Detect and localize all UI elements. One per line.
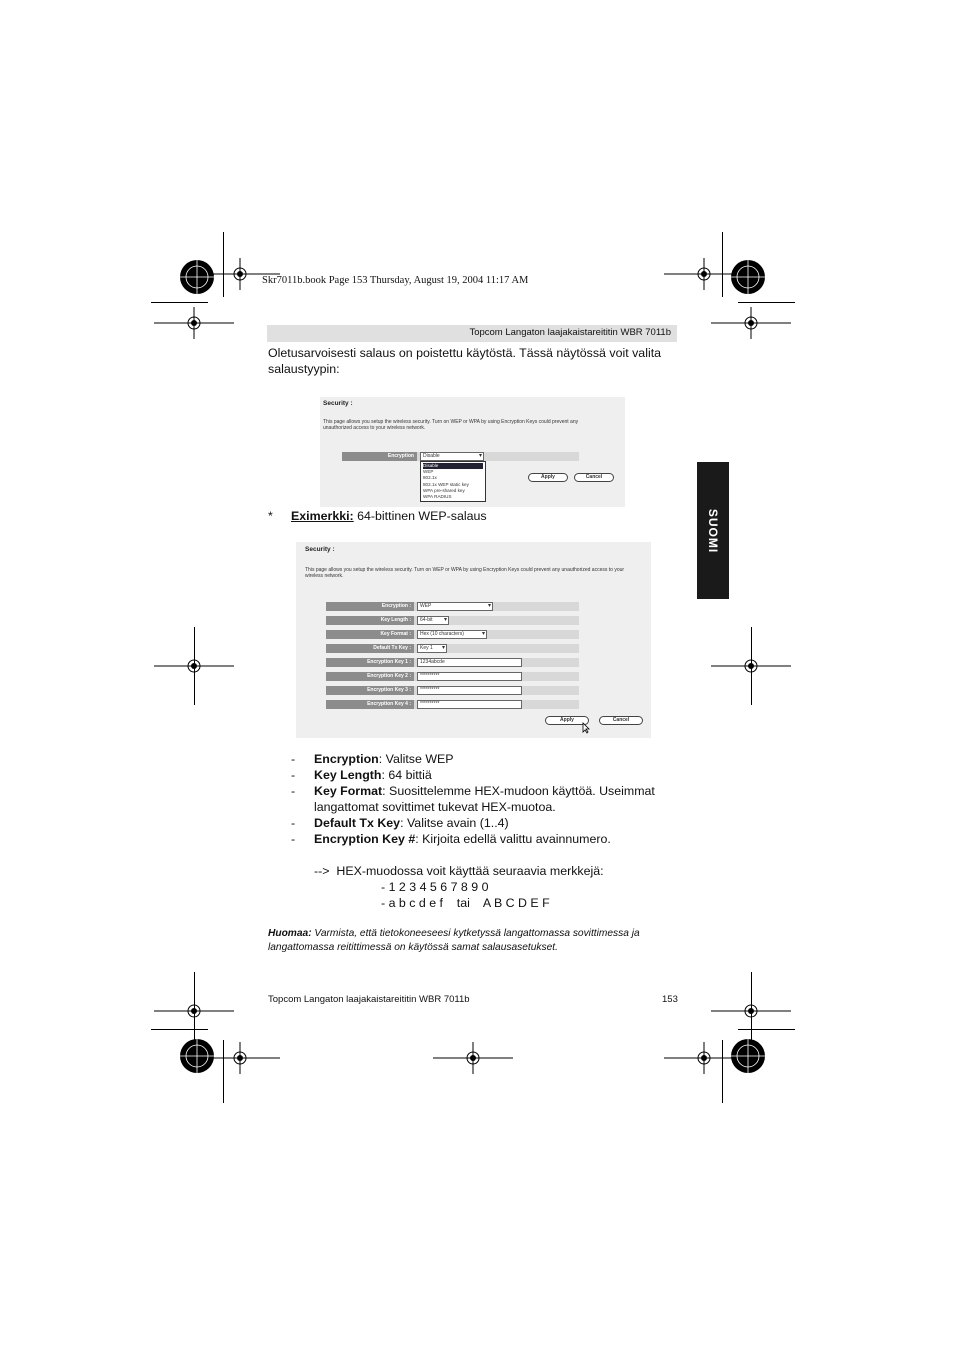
intro-paragraph: Oletusarvoisesti salaus on poistettu käytöstä. Tässä näytössä voit valita salaustyypin:	[268, 346, 662, 376]
note-label: Huomaa:	[268, 928, 312, 939]
item-term: Key Format	[314, 784, 383, 798]
shot1-option[interactable]: WEP	[423, 469, 434, 475]
example-line	[291, 508, 487, 524]
shot1-encryption-label: Encryption	[342, 452, 417, 461]
shot2-label-key-length: Key Length :	[326, 616, 414, 625]
screenshot-security-wep	[296, 542, 651, 738]
shot2-label-key1: Encryption Key 1 :	[326, 658, 414, 667]
list-item: - Key Format: Suosittelemme HEX-mudoon käyttöä. Useimmat langattomat sovittimet tukevat HEX-muotoa.	[291, 784, 655, 814]
settings-list	[291, 751, 681, 847]
list-item: - Encryption Key #: Kirjoita edellä valittu avainnumero.	[291, 832, 611, 846]
hex-digits: - 1 2 3 4 5 6 7 8 9 0	[381, 880, 489, 894]
running-header	[267, 325, 677, 342]
screenshot-security-disable	[320, 397, 625, 507]
shot1-option[interactable]: WPA RADIUS	[423, 494, 452, 500]
running-title: Topcom Langaton laajakaistareititin WBR 7011b	[469, 327, 671, 338]
shot1-cancel-button[interactable]: Cancel	[574, 473, 614, 482]
shot1-encryption-select[interactable]: Disable ▾	[420, 452, 484, 461]
shot1-encryption-options[interactable]	[420, 461, 486, 502]
hex-intro: --> HEX-muodossa voit käyttää seuraavia merkkejä:	[314, 864, 604, 878]
shot2-default-tx-key-select[interactable]: Key 1 ▾	[417, 644, 447, 653]
shot2-key-length-select[interactable]: 64-bit ▾	[417, 616, 449, 625]
shot2-label-default-tx-key: Default Tx Key :	[326, 644, 414, 653]
shot1-option[interactable]: Disable	[423, 463, 483, 469]
shot1-option[interactable]: 802.1x	[423, 475, 437, 481]
item-desc: : Suosittelemme HEX-mudoon käyttöä. Useimmat langattomat sovittimet tukevat HEX-muotoa.	[314, 784, 655, 814]
example-label: Eximerkki:	[291, 509, 354, 523]
shot2-label-key4: Encryption Key 4 :	[326, 700, 414, 709]
item-term: Key Length	[314, 768, 382, 782]
note	[268, 927, 668, 955]
item-term: Encryption	[314, 752, 379, 766]
shot2-title: Security :	[305, 546, 335, 553]
shot2-key2-input[interactable]: **********	[417, 672, 522, 681]
example-bullet: *	[268, 509, 273, 523]
item-desc: : Valitse avain (1..4)	[400, 816, 509, 830]
shot1-apply-button[interactable]: Apply	[528, 473, 568, 482]
shot2-key4-input[interactable]: **********	[417, 700, 522, 709]
item-term: Default Tx Key	[314, 816, 401, 830]
shot2-label-encryption: Encryption :	[326, 602, 414, 611]
mouse-pointer-icon	[582, 722, 590, 734]
list-item: - Default Tx Key: Valitse avain (1..4)	[291, 816, 509, 830]
footer-title: Topcom Langaton laajakaistareititin WBR 7011b	[268, 994, 470, 1005]
language-tab-label: SUOMI	[706, 508, 720, 553]
shot2-label-key2: Encryption Key 2 :	[326, 672, 414, 681]
shot2-label-key-format: Key Format :	[326, 630, 414, 639]
shot2-key1-input[interactable]: 1234abcde	[417, 658, 522, 667]
shot1-option[interactable]: WPA pre-shared key	[423, 487, 465, 493]
page-number: 153	[662, 994, 678, 1005]
item-desc: : 64 bittiä	[381, 768, 432, 782]
shot1-option[interactable]: 802.1x WEP static key	[423, 481, 469, 487]
shot2-label-key3: Encryption Key 3 :	[326, 686, 414, 695]
shot2-cancel-button[interactable]: Cancel	[599, 716, 643, 725]
list-item: - Key Length: 64 bittiä	[291, 768, 432, 782]
list-item: - Encryption: Valitse WEP	[291, 752, 454, 766]
shot1-title: Security :	[323, 400, 353, 407]
shot2-encryption-select[interactable]: WEP ▾	[417, 602, 493, 611]
example-text: 64-bittinen WEP-salaus	[353, 509, 487, 523]
note-text: Varmista, että tietokoneeseesi kytketyssä langattomassa sovittimessa ja langattomassa reitittimessä on käytössä samat salausasetukset.	[268, 928, 640, 953]
hex-letters: - a b c d e f tai A B C D E F	[381, 896, 550, 910]
item-term: Encryption Key #	[314, 832, 416, 846]
shot2-key3-input[interactable]: **********	[417, 686, 522, 695]
print-slug: Skr7011b.book Page 153 Thursday, August 19, 2004 11:17 AM	[262, 275, 529, 286]
language-tab	[697, 462, 729, 599]
shot2-description: This page allows you setup the wireless security. Turn on WEP or WPA by using Encryption Keys could prevent any unauthorized access to your wireless network.	[305, 567, 625, 579]
item-desc: : Kirjoita edellä valittu avainnumero.	[415, 832, 611, 846]
shot1-description: This page allows you setup the wireless security. Turn on WEP or WPA by using Encryption Keys could prevent any unauthorized access to your wireless network.	[323, 419, 579, 431]
item-desc: : Valitse WEP	[378, 752, 454, 766]
shot2-key-format-select[interactable]: Hex (10 characters) ▾	[417, 630, 487, 639]
shot2-apply-button[interactable]: Apply	[545, 716, 589, 725]
